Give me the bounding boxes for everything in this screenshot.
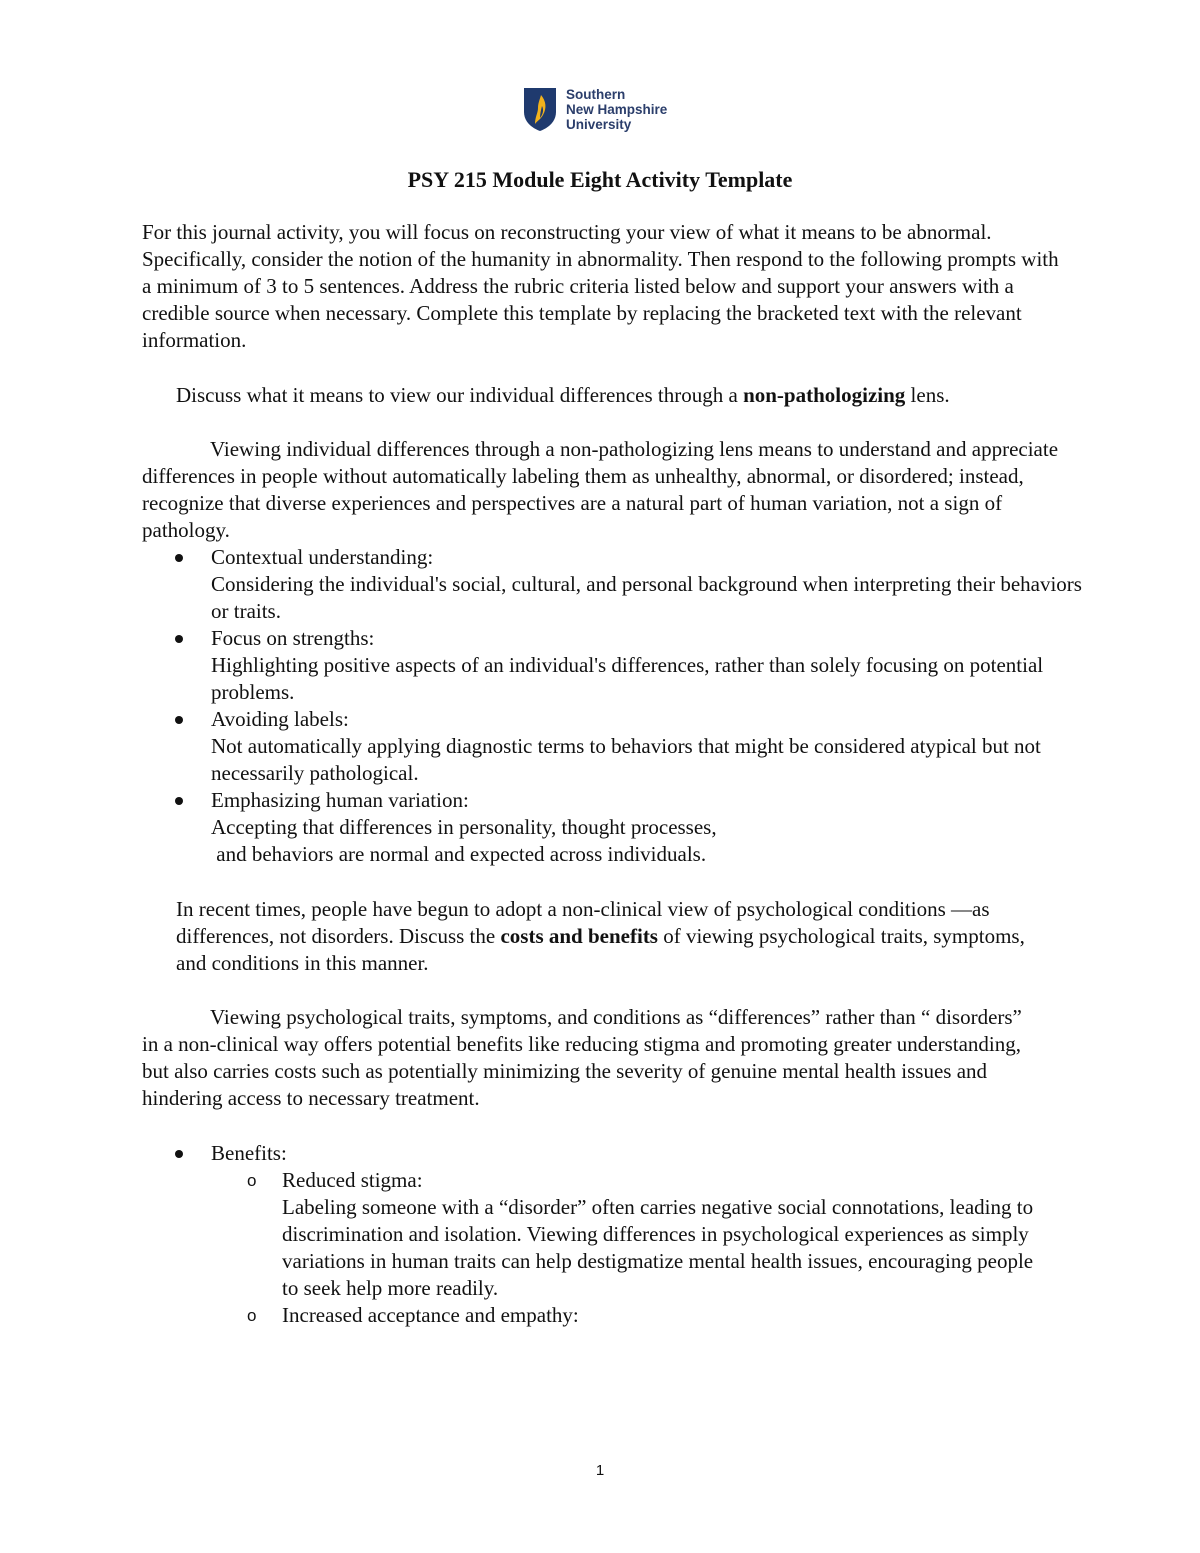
list-item xyxy=(142,625,1082,706)
bullet-icon xyxy=(175,797,183,805)
prompt-question-2 xyxy=(176,896,1056,977)
prompt-bold-term: non-pathologizing xyxy=(743,383,906,407)
answer-paragraph-1: Viewing individual differences through a non-pathologizing lens means to understand and appreciate differences in people without automatically labeling them as unhealthy, abnormal, or disordered; instead, recognize that diverse experiences and perspectives are a natural part of human variation, not a sign of pathology. xyxy=(142,437,1059,542)
answer-paragraph-2: Viewing psychological traits, symptoms, and conditions as “differences” rather than “ disorders” in a non-clinical way offers potential benefits like reducing stigma and promoting greater understanding, but also carries costs such as potentially minimizing the severity of genuine mental health issues and hindering access to necessary treatment. xyxy=(142,1005,1022,1110)
page-title: PSY 215 Module Eight Activity Template xyxy=(407,167,793,192)
shield-flame-icon xyxy=(522,86,558,132)
bullet-icon xyxy=(175,554,183,562)
list-item-label: Benefits: xyxy=(211,1141,287,1165)
bullet-icon xyxy=(175,716,183,724)
logo-line: Southern xyxy=(566,86,626,102)
list-item-label: Focus on strengths: xyxy=(211,626,375,650)
prompt-bold-term: costs and benefits xyxy=(500,924,658,948)
sub-list-item-label: Increased acceptance and empathy: xyxy=(282,1303,579,1327)
bullet-icon xyxy=(175,635,183,643)
bullet-icon xyxy=(175,1150,183,1158)
university-logo xyxy=(522,84,667,134)
prompt-text: In recent times, people have begun to adopt a non-clinical view of psychological conditions —as differences, not disorders. Discuss the xyxy=(176,897,990,948)
circle-bullet-icon: o xyxy=(247,1306,257,1325)
list-item xyxy=(142,706,1082,787)
prompt-question-1 xyxy=(176,382,1076,409)
list-item-text: Accepting that differences in personality, thought processes, xyxy=(211,815,717,839)
list-item-text: and behaviors are normal and expected across individuals. xyxy=(211,842,707,866)
prompt-text: lens. xyxy=(905,383,950,407)
list-item xyxy=(142,787,1082,868)
logo-line: University xyxy=(566,116,632,132)
list-item-label: Emphasizing human variation: xyxy=(211,788,469,812)
prompt-text: Discuss what it means to view our individual differences through a xyxy=(176,383,744,407)
list-item-text: Not automatically applying diagnostic terms to behaviors that might be considered atypical but not necessarily pathological. xyxy=(211,734,1041,785)
list-item-label: Avoiding labels: xyxy=(211,707,349,731)
bullet-list-2 xyxy=(142,1140,1082,1329)
list-item xyxy=(142,544,1082,625)
page-number: 1 xyxy=(595,1462,605,1479)
list-item-text: Highlighting positive aspects of an individual's differences, rather than solely focusing on potential problems. xyxy=(211,653,1044,704)
prompt-text: of viewing psychological traits, symptoms, and conditions in this manner. xyxy=(176,924,1025,975)
sub-list-item-text: Labeling someone with a “disorder” often carries negative social connotations, leading to discrimination and isolation. Viewing differences in psychological experiences as simply variations in human traits can help destigmatize mental health issues, encouraging people to seek help more readily. xyxy=(282,1195,1034,1300)
sub-list-item-label: Reduced stigma: xyxy=(282,1168,423,1192)
list-item-text: Considering the individual's social, cultural, and personal background when interpreting their behaviors or traits. xyxy=(211,572,1082,623)
circle-bullet-icon: o xyxy=(247,1171,257,1190)
intro-paragraph: For this journal activity, you will focus on reconstructing your view of what it means to be abnormal. Specifically, consider the notion of the humanity in abnormality. Then respond to the following prompts with a minimum of 3 to 5 sentences. Address the rubric criteria listed below and support your answers with a credible source when necessary. Complete this template by replacing the bracketed text with the relevant information. xyxy=(142,220,1059,352)
logo-wordmark xyxy=(566,87,667,132)
bullet-list-1 xyxy=(142,544,1082,868)
sub-list xyxy=(142,1167,1082,1329)
list-item xyxy=(142,1140,1082,1329)
sub-list-item xyxy=(211,1167,1082,1302)
sub-list-item xyxy=(211,1302,1082,1329)
list-item-label: Contextual understanding: xyxy=(211,545,434,569)
logo-line: New Hampshire xyxy=(566,101,668,117)
